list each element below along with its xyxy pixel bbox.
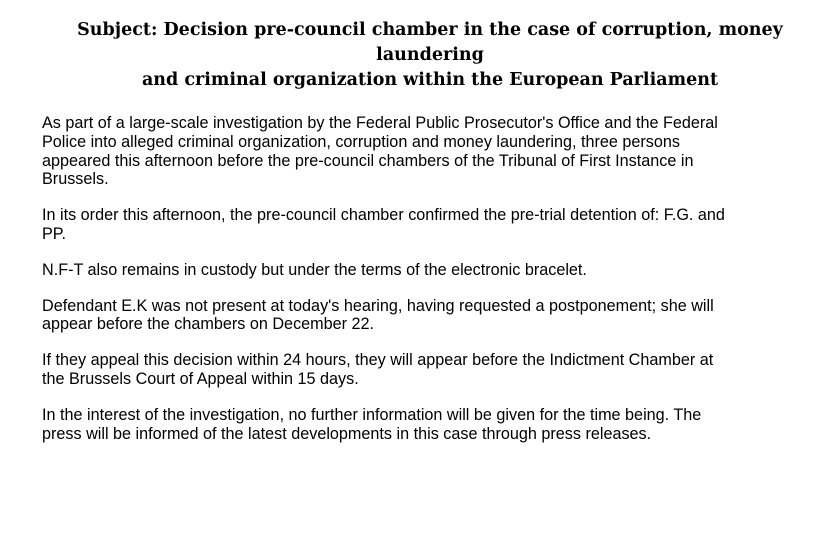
paragraph-appeal — [42, 351, 822, 389]
text-line: appear before the chambers on December 22. — [42, 315, 375, 334]
paragraph-postponement — [42, 297, 822, 335]
subject-line-2: and criminal organization within the European Parliament — [141, 70, 719, 90]
text-line: PP. — [42, 224, 67, 243]
paragraph-investigation — [42, 114, 822, 189]
text-line: N.F-T also remains in custody but under the terms of the electronic bracelet. — [42, 260, 587, 279]
subject-line-1: Subject: Decision pre-council chamber in the case of corruption, money laundering — [77, 20, 783, 65]
text-line: Police into alleged criminal organization, corruption and money laundering, three persons — [42, 132, 680, 151]
paragraph-detention — [42, 206, 822, 244]
text-line: Defendant E.K was not present at today's hearing, having requested a postponement; she will — [42, 296, 714, 315]
text-line: In the interest of the investigation, no further information will be given for the time being. The — [42, 405, 702, 424]
text-line: press will be informed of the latest developments in this case through press releases. — [42, 424, 652, 443]
text-line: In its order this afternoon, the pre-council chamber confirmed the pre-trial detention of: F.G. and — [42, 206, 725, 225]
document-body — [42, 114, 822, 460]
paragraph-press — [42, 406, 822, 444]
text-line: As part of a large-scale investigation by the Federal Public Prosecutor's Office and the Federal — [42, 114, 718, 132]
text-line: If they appeal this decision within 24 hours, they will appear before the Indictment Chamber at — [42, 351, 714, 370]
text-line: Brussels. — [42, 170, 109, 189]
subject-heading — [30, 18, 830, 93]
paragraph-custody — [42, 261, 822, 280]
text-line: the Brussels Court of Appeal within 15 days. — [42, 369, 359, 388]
text-line: appeared this afternoon before the pre-council chambers of the Tribunal of First Instance in — [42, 151, 694, 170]
